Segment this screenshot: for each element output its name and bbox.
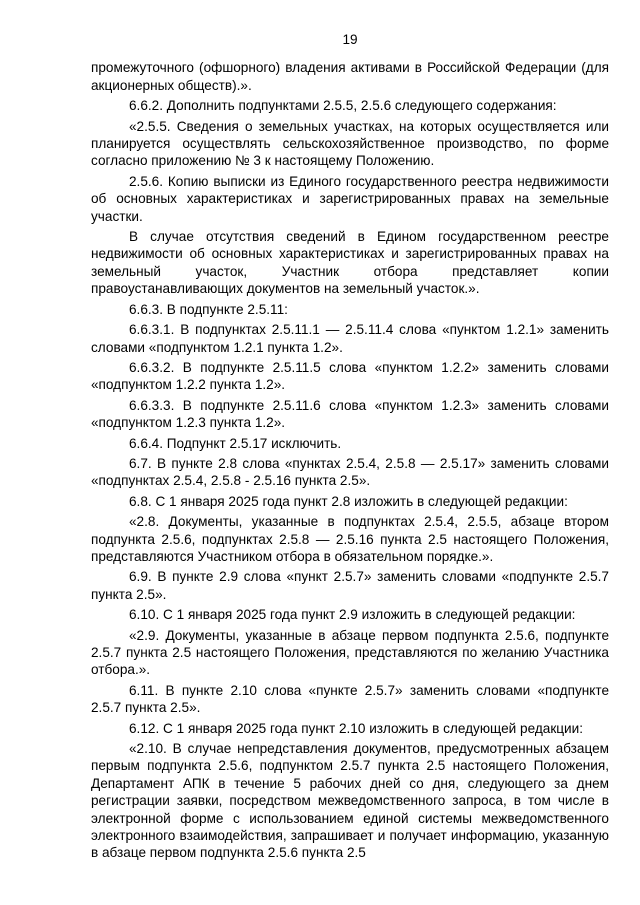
- document-page: [91, 31, 609, 865]
- paragraph-6-6-3-1: 6.6.3.1. В подпунктах 2.5.11.1 — 2.5.11.4 слова «пунктом 1.2.1» заменить словами «подпунктом 1.2.1 пункта 1.2».: [91, 322, 609, 355]
- paragraph-2-10-new: «2.10. В случае непредставления документов, предусмотренных абзацем первым подпункта 2.5.6, подпунктом 2.5.7 пункта 2.5 настоящего Положения, Департамент АПК в течение 5 рабочих дней со дня, следующего за днем регистрации заявки, посредством межведомственного запроса, в том числе в электронной форме с использованием единой системы межведомственного электронного взаимодействия, запрашивает и получает информацию, указанную в абзаце первом подпункта 2.5.6 пункта 2.5: [91, 741, 609, 861]
- paragraph-absence-of-records: В случае отсутствия сведений в Едином государственном реестре недвижимости об основных характеристиках и зарегистрированных правах на земельный участок, Участник отбора представляет копии правоустанавливающих документов на земельный участок.».: [91, 229, 609, 297]
- paragraph-6-11: 6.11. В пункте 2.10 слова «пункте 2.5.7» заменить словами «подпункте 2.5.7 пункта 2.5».: [91, 682, 609, 716]
- paragraph-2-5-5: «2.5.5. Сведения о земельных участках, на которых осуществляется или планируется осуществлять сельскохозяйственное производство, по форме согласно приложению № 3 к настоящему Положению.: [91, 118, 609, 169]
- paragraph-continuation: промежуточного (офшорного) владения активами в Российской Федерации (для акционерных обществ).».: [91, 60, 609, 93]
- paragraph-6-6-2: 6.6.2. Дополнить подпунктами 2.5.5, 2.5.6 следующего содержания:: [129, 98, 557, 114]
- paragraph-2-5-6: 2.5.6. Копию выписки из Единого государственного реестра недвижимости об основных характеристиках и зарегистрированных правах на земельные участки.: [91, 173, 609, 224]
- paragraph-6-10: 6.10. С 1 января 2025 года пункт 2.9 изложить в следующей редакции:: [129, 607, 576, 623]
- page-number: 19: [342, 32, 358, 47]
- paragraph-6-8: 6.8. С 1 января 2025 года пункт 2.8 изложить в следующей редакции:: [129, 493, 568, 509]
- paragraph-6-12: 6.12. С 1 января 2025 года пункт 2.10 изложить в следующей редакции:: [129, 720, 584, 736]
- paragraph-6-6-3-3: 6.6.3.3. В подпункте 2.5.11.6 слова «пунктом 1.2.3» заменить словами «подпунктом 1.2.3 пункта 1.2».: [91, 397, 609, 431]
- paragraph-2-8-new: «2.8. Документы, указанные в подпунктах 2.5.4, 2.5.5, абзаце втором подпункта 2.5.6, подпунктах 2.5.8 — 2.5.16 пункта 2.5 настоящего Положения, представляются Участником отбора в обязательном порядке.».: [91, 514, 609, 564]
- paragraph-6-6-3-2: 6.6.3.2. В подпункте 2.5.11.5 слова «пунктом 1.2.2» заменить словами «подпунктом 1.2.2 пункта 1.2».: [91, 359, 609, 393]
- paragraph-6-6-3: 6.6.3. В подпункте 2.5.11:: [129, 301, 288, 317]
- paragraph-6-9: 6.9. В пункте 2.9 слова «пункт 2.5.7» заменить словами «подпункте 2.5.7 пункта 2.5».: [91, 569, 609, 602]
- paragraph-6-7: 6.7. В пункте 2.8 слова «пунктах 2.5.4, 2.5.8 — 2.5.17» заменить словами «подпунктах 2.5.4, 2.5.8 - 2.5.16 пункта 2.5».: [91, 455, 609, 489]
- paragraph-6-6-4: 6.6.4. Подпункт 2.5.17 исключить.: [129, 435, 342, 451]
- paragraph-2-9-new: «2.9. Документы, указанные в абзаце первом подпункта 2.5.6, подпункте 2.5.7 пункта 2.5 настоящего Положения, представляются по желанию Участника отбора.».: [91, 627, 609, 678]
